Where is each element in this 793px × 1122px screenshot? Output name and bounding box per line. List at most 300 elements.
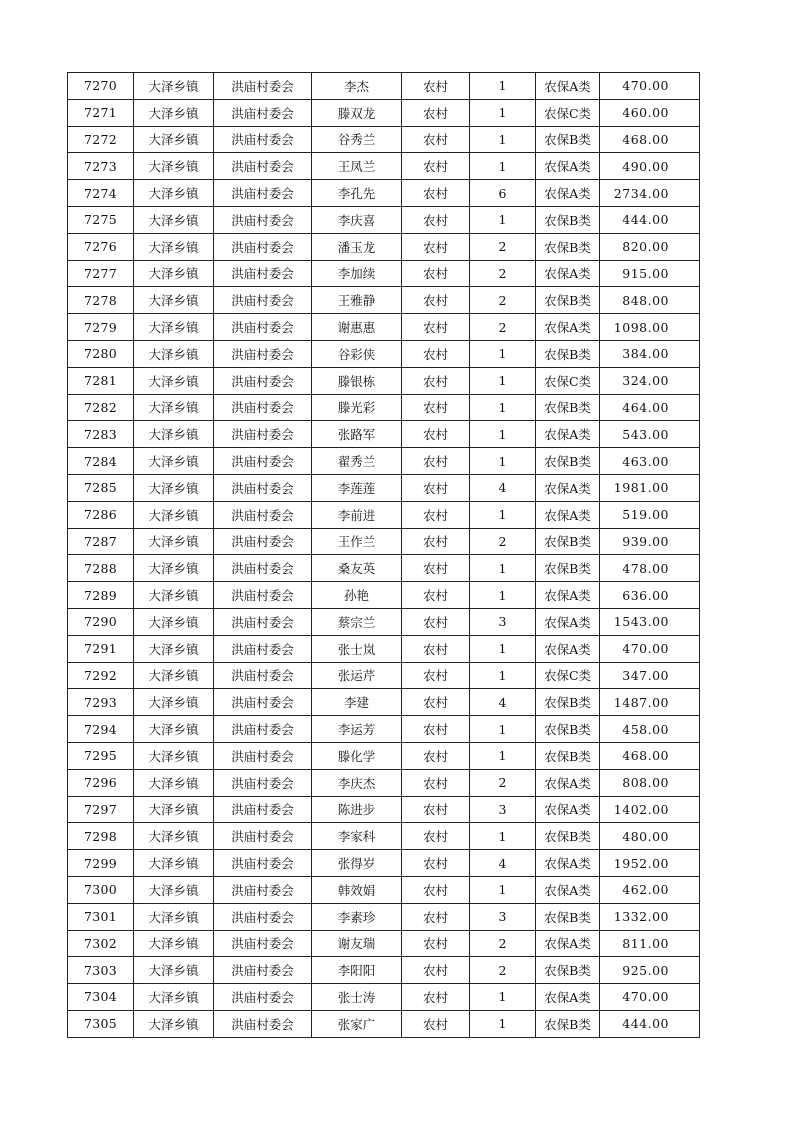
cell-person-name: 桑友英 bbox=[312, 555, 402, 582]
cell-seq-no: 7287 bbox=[68, 528, 134, 555]
cell-seq-no: 7278 bbox=[68, 287, 134, 314]
cell-seq-no: 7291 bbox=[68, 635, 134, 662]
cell-town: 大泽乡镇 bbox=[134, 984, 214, 1011]
table-row bbox=[68, 73, 700, 100]
cell-amount: 324.00 bbox=[600, 367, 700, 394]
cell-amount: 808.00 bbox=[600, 769, 700, 796]
cell-residence-type: 农村 bbox=[402, 876, 470, 903]
cell-village: 洪庙村委会 bbox=[214, 742, 312, 769]
cell-town: 大泽乡镇 bbox=[134, 635, 214, 662]
cell-amount: 444.00 bbox=[600, 206, 700, 233]
cell-household-count: 1 bbox=[470, 984, 536, 1011]
cell-town: 大泽乡镇 bbox=[134, 474, 214, 501]
cell-household-count: 3 bbox=[470, 903, 536, 930]
cell-category: 农保B类 bbox=[536, 206, 600, 233]
cell-amount: 462.00 bbox=[600, 876, 700, 903]
cell-town: 大泽乡镇 bbox=[134, 876, 214, 903]
cell-category: 农保B类 bbox=[536, 126, 600, 153]
cell-person-name: 谢惠惠 bbox=[312, 314, 402, 341]
cell-household-count: 1 bbox=[470, 421, 536, 448]
cell-seq-no: 7284 bbox=[68, 448, 134, 475]
cell-category: 农保A类 bbox=[536, 930, 600, 957]
cell-household-count: 1 bbox=[470, 635, 536, 662]
cell-seq-no: 7275 bbox=[68, 206, 134, 233]
cell-household-count: 1 bbox=[470, 153, 536, 180]
table-row bbox=[68, 957, 700, 984]
cell-person-name: 滕化学 bbox=[312, 742, 402, 769]
cell-village: 洪庙村委会 bbox=[214, 635, 312, 662]
cell-town: 大泽乡镇 bbox=[134, 99, 214, 126]
cell-residence-type: 农村 bbox=[402, 823, 470, 850]
cell-person-name: 王作兰 bbox=[312, 528, 402, 555]
table-row bbox=[68, 233, 700, 260]
cell-seq-no: 7277 bbox=[68, 260, 134, 287]
cell-person-name: 张运芹 bbox=[312, 662, 402, 689]
cell-seq-no: 7280 bbox=[68, 340, 134, 367]
cell-seq-no: 7286 bbox=[68, 501, 134, 528]
cell-person-name: 滕光彩 bbox=[312, 394, 402, 421]
cell-person-name: 李建 bbox=[312, 689, 402, 716]
cell-seq-no: 7300 bbox=[68, 876, 134, 903]
cell-village: 洪庙村委会 bbox=[214, 796, 312, 823]
table-row bbox=[68, 608, 700, 635]
table-row bbox=[68, 1010, 700, 1037]
cell-residence-type: 农村 bbox=[402, 930, 470, 957]
cell-household-count: 2 bbox=[470, 233, 536, 260]
cell-amount: 384.00 bbox=[600, 340, 700, 367]
table-row bbox=[68, 876, 700, 903]
cell-residence-type: 农村 bbox=[402, 314, 470, 341]
cell-household-count: 1 bbox=[470, 394, 536, 421]
cell-household-count: 1 bbox=[470, 1010, 536, 1037]
table-row bbox=[68, 984, 700, 1011]
table-row bbox=[68, 99, 700, 126]
cell-village: 洪庙村委会 bbox=[214, 769, 312, 796]
cell-residence-type: 农村 bbox=[402, 287, 470, 314]
cell-person-name: 张士涛 bbox=[312, 984, 402, 1011]
cell-seq-no: 7301 bbox=[68, 903, 134, 930]
cell-village: 洪庙村委会 bbox=[214, 260, 312, 287]
cell-town: 大泽乡镇 bbox=[134, 126, 214, 153]
cell-seq-no: 7271 bbox=[68, 99, 134, 126]
table-row bbox=[68, 314, 700, 341]
cell-person-name: 李莲莲 bbox=[312, 474, 402, 501]
cell-town: 大泽乡镇 bbox=[134, 1010, 214, 1037]
cell-village: 洪庙村委会 bbox=[214, 314, 312, 341]
table-row bbox=[68, 474, 700, 501]
cell-household-count: 1 bbox=[470, 823, 536, 850]
table-row bbox=[68, 340, 700, 367]
cell-town: 大泽乡镇 bbox=[134, 742, 214, 769]
cell-village: 洪庙村委会 bbox=[214, 850, 312, 877]
cell-category: 农保A类 bbox=[536, 501, 600, 528]
cell-household-count: 2 bbox=[470, 957, 536, 984]
table-row bbox=[68, 421, 700, 448]
cell-household-count: 2 bbox=[470, 930, 536, 957]
cell-town: 大泽乡镇 bbox=[134, 903, 214, 930]
cell-amount: 470.00 bbox=[600, 984, 700, 1011]
cell-amount: 1952.00 bbox=[600, 850, 700, 877]
cell-amount: 458.00 bbox=[600, 716, 700, 743]
cell-village: 洪庙村委会 bbox=[214, 930, 312, 957]
cell-seq-no: 7289 bbox=[68, 582, 134, 609]
cell-category: 农保B类 bbox=[536, 742, 600, 769]
cell-amount: 811.00 bbox=[600, 930, 700, 957]
cell-household-count: 2 bbox=[470, 528, 536, 555]
cell-seq-no: 7295 bbox=[68, 742, 134, 769]
cell-category: 农保A类 bbox=[536, 421, 600, 448]
cell-person-name: 李庆杰 bbox=[312, 769, 402, 796]
cell-residence-type: 农村 bbox=[402, 474, 470, 501]
cell-amount: 636.00 bbox=[600, 582, 700, 609]
table-row bbox=[68, 260, 700, 287]
cell-category: 农保A类 bbox=[536, 769, 600, 796]
cell-residence-type: 农村 bbox=[402, 340, 470, 367]
roster-body bbox=[68, 73, 700, 1038]
cell-village: 洪庙村委会 bbox=[214, 180, 312, 207]
cell-person-name: 翟秀兰 bbox=[312, 448, 402, 475]
cell-residence-type: 农村 bbox=[402, 367, 470, 394]
cell-seq-no: 7304 bbox=[68, 984, 134, 1011]
table-row bbox=[68, 635, 700, 662]
cell-village: 洪庙村委会 bbox=[214, 394, 312, 421]
cell-person-name: 李阳阳 bbox=[312, 957, 402, 984]
cell-household-count: 1 bbox=[470, 73, 536, 100]
cell-amount: 464.00 bbox=[600, 394, 700, 421]
cell-person-name: 滕双龙 bbox=[312, 99, 402, 126]
cell-amount: 444.00 bbox=[600, 1010, 700, 1037]
cell-person-name: 陈进步 bbox=[312, 796, 402, 823]
cell-person-name: 李前进 bbox=[312, 501, 402, 528]
cell-residence-type: 农村 bbox=[402, 850, 470, 877]
cell-village: 洪庙村委会 bbox=[214, 903, 312, 930]
cell-residence-type: 农村 bbox=[402, 126, 470, 153]
cell-household-count: 1 bbox=[470, 340, 536, 367]
cell-category: 农保C类 bbox=[536, 99, 600, 126]
cell-town: 大泽乡镇 bbox=[134, 73, 214, 100]
cell-amount: 1098.00 bbox=[600, 314, 700, 341]
table-row bbox=[68, 528, 700, 555]
cell-category: 农保A类 bbox=[536, 474, 600, 501]
cell-town: 大泽乡镇 bbox=[134, 260, 214, 287]
cell-village: 洪庙村委会 bbox=[214, 99, 312, 126]
table-row bbox=[68, 689, 700, 716]
cell-amount: 848.00 bbox=[600, 287, 700, 314]
cell-village: 洪庙村委会 bbox=[214, 287, 312, 314]
cell-person-name: 韩效娟 bbox=[312, 876, 402, 903]
cell-amount: 470.00 bbox=[600, 635, 700, 662]
cell-seq-no: 7270 bbox=[68, 73, 134, 100]
cell-household-count: 3 bbox=[470, 796, 536, 823]
cell-person-name: 孙艳 bbox=[312, 582, 402, 609]
cell-town: 大泽乡镇 bbox=[134, 314, 214, 341]
table-row bbox=[68, 367, 700, 394]
cell-seq-no: 7296 bbox=[68, 769, 134, 796]
cell-category: 农保A类 bbox=[536, 876, 600, 903]
cell-household-count: 1 bbox=[470, 99, 536, 126]
table-row bbox=[68, 287, 700, 314]
cell-village: 洪庙村委会 bbox=[214, 206, 312, 233]
cell-village: 洪庙村委会 bbox=[214, 689, 312, 716]
table-row bbox=[68, 394, 700, 421]
cell-category: 农保A类 bbox=[536, 608, 600, 635]
cell-household-count: 1 bbox=[470, 501, 536, 528]
cell-household-count: 1 bbox=[470, 555, 536, 582]
cell-person-name: 王雅静 bbox=[312, 287, 402, 314]
table-row bbox=[68, 206, 700, 233]
table-row bbox=[68, 850, 700, 877]
cell-household-count: 1 bbox=[470, 126, 536, 153]
cell-residence-type: 农村 bbox=[402, 742, 470, 769]
cell-person-name: 李家科 bbox=[312, 823, 402, 850]
cell-residence-type: 农村 bbox=[402, 206, 470, 233]
cell-amount: 478.00 bbox=[600, 555, 700, 582]
cell-category: 农保C类 bbox=[536, 367, 600, 394]
cell-seq-no: 7293 bbox=[68, 689, 134, 716]
cell-amount: 519.00 bbox=[600, 501, 700, 528]
cell-town: 大泽乡镇 bbox=[134, 957, 214, 984]
cell-town: 大泽乡镇 bbox=[134, 662, 214, 689]
cell-household-count: 1 bbox=[470, 662, 536, 689]
cell-village: 洪庙村委会 bbox=[214, 716, 312, 743]
cell-seq-no: 7305 bbox=[68, 1010, 134, 1037]
cell-amount: 490.00 bbox=[600, 153, 700, 180]
cell-residence-type: 农村 bbox=[402, 957, 470, 984]
cell-amount: 468.00 bbox=[600, 742, 700, 769]
cell-village: 洪庙村委会 bbox=[214, 984, 312, 1011]
cell-village: 洪庙村委会 bbox=[214, 126, 312, 153]
table-row bbox=[68, 716, 700, 743]
cell-town: 大泽乡镇 bbox=[134, 394, 214, 421]
cell-amount: 470.00 bbox=[600, 73, 700, 100]
cell-category: 农保B类 bbox=[536, 1010, 600, 1037]
cell-residence-type: 农村 bbox=[402, 421, 470, 448]
cell-amount: 915.00 bbox=[600, 260, 700, 287]
cell-person-name: 李加续 bbox=[312, 260, 402, 287]
table-row bbox=[68, 153, 700, 180]
cell-amount: 1487.00 bbox=[600, 689, 700, 716]
cell-amount: 820.00 bbox=[600, 233, 700, 260]
cell-seq-no: 7281 bbox=[68, 367, 134, 394]
cell-category: 农保A类 bbox=[536, 314, 600, 341]
cell-town: 大泽乡镇 bbox=[134, 340, 214, 367]
cell-category: 农保C类 bbox=[536, 662, 600, 689]
cell-town: 大泽乡镇 bbox=[134, 796, 214, 823]
cell-residence-type: 农村 bbox=[402, 635, 470, 662]
cell-village: 洪庙村委会 bbox=[214, 501, 312, 528]
cell-category: 农保B类 bbox=[536, 716, 600, 743]
cell-amount: 2734.00 bbox=[600, 180, 700, 207]
cell-town: 大泽乡镇 bbox=[134, 233, 214, 260]
cell-seq-no: 7302 bbox=[68, 930, 134, 957]
cell-town: 大泽乡镇 bbox=[134, 180, 214, 207]
cell-town: 大泽乡镇 bbox=[134, 421, 214, 448]
cell-residence-type: 农村 bbox=[402, 73, 470, 100]
cell-household-count: 4 bbox=[470, 689, 536, 716]
cell-town: 大泽乡镇 bbox=[134, 823, 214, 850]
cell-residence-type: 农村 bbox=[402, 769, 470, 796]
cell-category: 农保A类 bbox=[536, 796, 600, 823]
cell-town: 大泽乡镇 bbox=[134, 501, 214, 528]
table-row bbox=[68, 501, 700, 528]
cell-amount: 1332.00 bbox=[600, 903, 700, 930]
cell-residence-type: 农村 bbox=[402, 662, 470, 689]
cell-residence-type: 农村 bbox=[402, 180, 470, 207]
cell-amount: 543.00 bbox=[600, 421, 700, 448]
cell-village: 洪庙村委会 bbox=[214, 448, 312, 475]
cell-category: 农保A类 bbox=[536, 153, 600, 180]
cell-person-name: 谢友瑞 bbox=[312, 930, 402, 957]
cell-category: 农保B类 bbox=[536, 689, 600, 716]
cell-village: 洪庙村委会 bbox=[214, 957, 312, 984]
cell-category: 农保B类 bbox=[536, 287, 600, 314]
cell-seq-no: 7298 bbox=[68, 823, 134, 850]
cell-seq-no: 7273 bbox=[68, 153, 134, 180]
cell-village: 洪庙村委会 bbox=[214, 1010, 312, 1037]
cell-seq-no: 7283 bbox=[68, 421, 134, 448]
cell-category: 农保B类 bbox=[536, 823, 600, 850]
cell-residence-type: 农村 bbox=[402, 1010, 470, 1037]
cell-residence-type: 农村 bbox=[402, 448, 470, 475]
cell-amount: 463.00 bbox=[600, 448, 700, 475]
cell-town: 大泽乡镇 bbox=[134, 555, 214, 582]
cell-residence-type: 农村 bbox=[402, 716, 470, 743]
cell-seq-no: 7274 bbox=[68, 180, 134, 207]
cell-household-count: 2 bbox=[470, 769, 536, 796]
cell-person-name: 张家广 bbox=[312, 1010, 402, 1037]
table-row bbox=[68, 823, 700, 850]
cell-residence-type: 农村 bbox=[402, 501, 470, 528]
cell-category: 农保B类 bbox=[536, 340, 600, 367]
cell-village: 洪庙村委会 bbox=[214, 153, 312, 180]
cell-amount: 460.00 bbox=[600, 99, 700, 126]
table-row bbox=[68, 662, 700, 689]
cell-town: 大泽乡镇 bbox=[134, 582, 214, 609]
table-row bbox=[68, 796, 700, 823]
cell-category: 农保B类 bbox=[536, 957, 600, 984]
cell-village: 洪庙村委会 bbox=[214, 73, 312, 100]
cell-amount: 468.00 bbox=[600, 126, 700, 153]
cell-town: 大泽乡镇 bbox=[134, 689, 214, 716]
cell-person-name: 李运芳 bbox=[312, 716, 402, 743]
table-row bbox=[68, 180, 700, 207]
cell-amount: 1981.00 bbox=[600, 474, 700, 501]
cell-category: 农保A类 bbox=[536, 73, 600, 100]
table-row bbox=[68, 742, 700, 769]
cell-seq-no: 7285 bbox=[68, 474, 134, 501]
cell-household-count: 1 bbox=[470, 582, 536, 609]
cell-seq-no: 7272 bbox=[68, 126, 134, 153]
cell-residence-type: 农村 bbox=[402, 689, 470, 716]
cell-village: 洪庙村委会 bbox=[214, 367, 312, 394]
table-row bbox=[68, 930, 700, 957]
cell-amount: 1402.00 bbox=[600, 796, 700, 823]
cell-residence-type: 农村 bbox=[402, 608, 470, 635]
cell-household-count: 3 bbox=[470, 608, 536, 635]
cell-residence-type: 农村 bbox=[402, 99, 470, 126]
cell-residence-type: 农村 bbox=[402, 153, 470, 180]
cell-village: 洪庙村委会 bbox=[214, 555, 312, 582]
table-row bbox=[68, 555, 700, 582]
cell-category: 农保B类 bbox=[536, 528, 600, 555]
cell-residence-type: 农村 bbox=[402, 984, 470, 1011]
cell-amount: 925.00 bbox=[600, 957, 700, 984]
cell-amount: 480.00 bbox=[600, 823, 700, 850]
cell-category: 农保A类 bbox=[536, 180, 600, 207]
cell-household-count: 1 bbox=[470, 367, 536, 394]
cell-residence-type: 农村 bbox=[402, 796, 470, 823]
roster-table bbox=[67, 72, 700, 1038]
cell-category: 农保B类 bbox=[536, 233, 600, 260]
cell-person-name: 李素珍 bbox=[312, 903, 402, 930]
cell-person-name: 谷秀兰 bbox=[312, 126, 402, 153]
table-row bbox=[68, 769, 700, 796]
cell-seq-no: 7276 bbox=[68, 233, 134, 260]
cell-seq-no: 7288 bbox=[68, 555, 134, 582]
cell-residence-type: 农村 bbox=[402, 555, 470, 582]
cell-village: 洪庙村委会 bbox=[214, 662, 312, 689]
cell-town: 大泽乡镇 bbox=[134, 716, 214, 743]
cell-category: 农保A类 bbox=[536, 635, 600, 662]
cell-residence-type: 农村 bbox=[402, 903, 470, 930]
cell-person-name: 李孔先 bbox=[312, 180, 402, 207]
cell-village: 洪庙村委会 bbox=[214, 823, 312, 850]
cell-village: 洪庙村委会 bbox=[214, 876, 312, 903]
cell-person-name: 李庆喜 bbox=[312, 206, 402, 233]
cell-household-count: 1 bbox=[470, 206, 536, 233]
cell-category: 农保A类 bbox=[536, 850, 600, 877]
cell-town: 大泽乡镇 bbox=[134, 153, 214, 180]
cell-amount: 1543.00 bbox=[600, 608, 700, 635]
cell-category: 农保A类 bbox=[536, 260, 600, 287]
cell-amount: 347.00 bbox=[600, 662, 700, 689]
cell-person-name: 滕银栋 bbox=[312, 367, 402, 394]
cell-seq-no: 7294 bbox=[68, 716, 134, 743]
cell-seq-no: 7297 bbox=[68, 796, 134, 823]
cell-village: 洪庙村委会 bbox=[214, 528, 312, 555]
cell-category: 农保B类 bbox=[536, 448, 600, 475]
cell-residence-type: 农村 bbox=[402, 528, 470, 555]
cell-residence-type: 农村 bbox=[402, 394, 470, 421]
table-row bbox=[68, 126, 700, 153]
cell-seq-no: 7303 bbox=[68, 957, 134, 984]
cell-seq-no: 7290 bbox=[68, 608, 134, 635]
cell-person-name: 谷彩侠 bbox=[312, 340, 402, 367]
cell-seq-no: 7292 bbox=[68, 662, 134, 689]
cell-seq-no: 7299 bbox=[68, 850, 134, 877]
cell-person-name: 王凤兰 bbox=[312, 153, 402, 180]
cell-person-name: 张路军 bbox=[312, 421, 402, 448]
cell-household-count: 1 bbox=[470, 876, 536, 903]
cell-household-count: 4 bbox=[470, 850, 536, 877]
cell-category: 农保A类 bbox=[536, 984, 600, 1011]
cell-amount: 939.00 bbox=[600, 528, 700, 555]
cell-village: 洪庙村委会 bbox=[214, 608, 312, 635]
cell-person-name: 李杰 bbox=[312, 73, 402, 100]
cell-town: 大泽乡镇 bbox=[134, 287, 214, 314]
cell-town: 大泽乡镇 bbox=[134, 206, 214, 233]
cell-person-name: 张得岁 bbox=[312, 850, 402, 877]
cell-household-count: 1 bbox=[470, 448, 536, 475]
cell-person-name: 张士岚 bbox=[312, 635, 402, 662]
cell-household-count: 1 bbox=[470, 742, 536, 769]
cell-residence-type: 农村 bbox=[402, 582, 470, 609]
cell-residence-type: 农村 bbox=[402, 260, 470, 287]
cell-person-name: 潘玉龙 bbox=[312, 233, 402, 260]
cell-category: 农保A类 bbox=[536, 582, 600, 609]
cell-residence-type: 农村 bbox=[402, 233, 470, 260]
cell-household-count: 2 bbox=[470, 314, 536, 341]
